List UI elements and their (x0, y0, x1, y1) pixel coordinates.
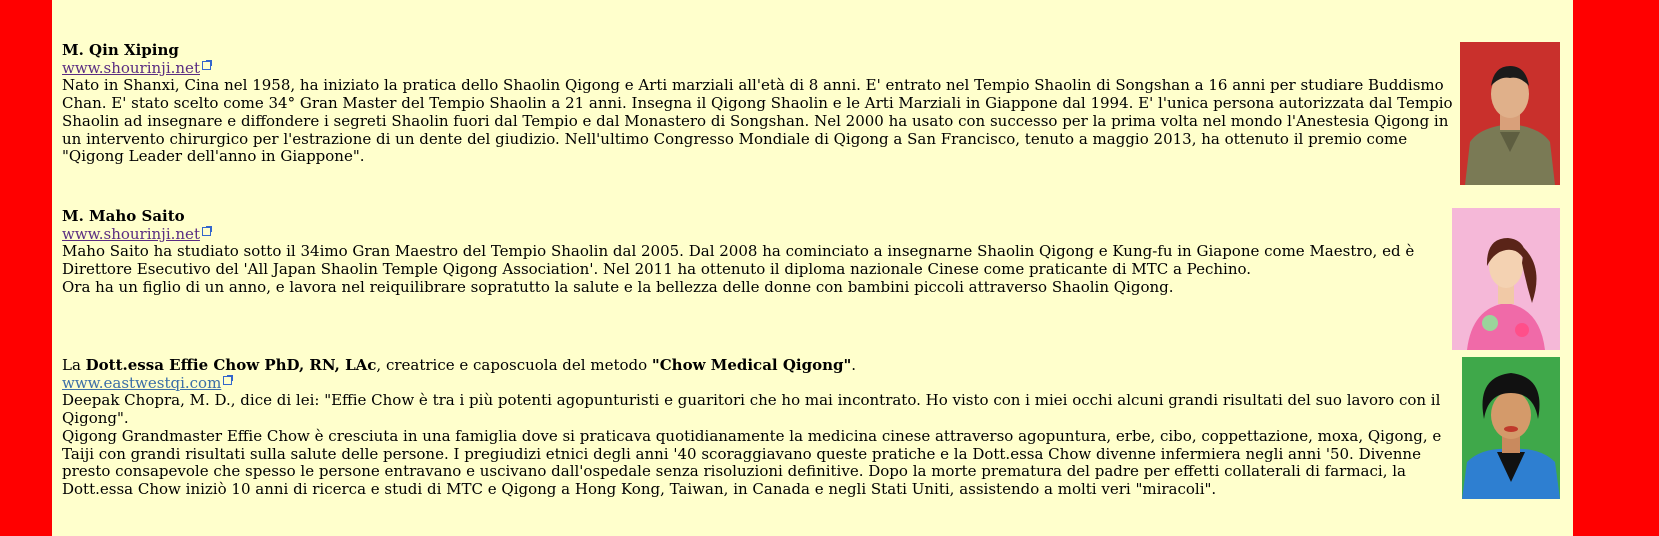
bio-paragraph: Nato in Shanxi, Cina nel 1958, ha iniziato la pratica dello Shaolin Qigong e Arti marziali all'età di 8 anni. E' entrato nel Tempio Shaolin di Songshan a 16 anni per studiare Buddismo Chan. E' stato scelto come 34° Gran Master del Tempio Shaolin a 21 anni. Insegna il Qigong Shaolin e le Arti Marziali in Giappone dal 1994. E' l'unica persona autorizzata dal Tempio Shaolin ad insegnare e diffondere i segreti Shaolin fuori dal Tempio e dal Monastero di Songshan. Nel 2000 ha usato con successo per la prima volta nel mondo l'Anestesia Qigong in un intervento chirurgico per l'estrazione di un dente del giudizio. Nell'ultimo Congresso Mondiale di Qigong a San Francisco, tenuto a maggio 2013, ha ottenuto il premio come "Qigong Leader dell'anno in Giappone". (62, 76, 1453, 166)
bio-paragraph: Qigong Grandmaster Effie Chow è cresciuta in una famiglia dove si praticava quotidianamente la medicina cinese attraverso agopuntura, erbe, cibo, coppettazione, moxa, Qigong, e Taiji con grandi risultati sulla salute delle persone. I pregiudizi etnici degli anni '40 scoraggiavano queste pratiche e la Dott.essa Chow divenne infermiera negli anni '50. Divenne presto consapevole che spesso le persone entravano e uscivano dall'ospedale senza risoluzioni definitive. Dopo la morte prematura del padre per effetti collaterali di farmaci, la Dott.essa Chow iniziò 10 anni di ricerca e studi di MTC e Qigong a Hong Kong, Taiwan, in Canada e negli Stati Uniti, assistendo a molti veri "miracoli". (62, 426, 1442, 498)
website-link[interactable] (62, 60, 211, 78)
intro-prefix: La (62, 356, 86, 374)
person-name: M. Maho Saito (62, 207, 185, 225)
method-name: "Chow Medical Qigong" (651, 356, 852, 374)
entry-intro (62, 357, 1462, 375)
link-text[interactable]: www.shourinji.net (62, 58, 200, 77)
bio-paragraph: Ora ha un figlio di un anno, e lavora nel reiquilibrare sopratutto la salute e la bellezza delle donne con bambini piccoli attraverso Shaolin Qigong. (62, 277, 1174, 296)
external-link-icon (202, 61, 211, 70)
bio-paragraph: Maho Saito ha studiato sotto il 34imo Gran Maestro del Tempio Shaolin dal 2005. Dal 2008 ha cominciato a insegnarne Shaolin Qigong e Kung-fu in Giapone come Maestro, ed è Direttore Esecutivo del 'All Japan Shaolin Temple Qigong Association'. Nel 2011 ha ottenuto il diploma nazionale Cinese come praticante di MTC a Pechino. (62, 242, 1415, 279)
page-content (52, 0, 1573, 536)
entry-qin-xiping (62, 42, 1462, 166)
entry-effie-chow (62, 357, 1462, 499)
quote-paragraph: Deepak Chopra, M. D., dice di lei: "Effie Chow è tra i più potenti agopunturisti e guaritori che ho mai incontrato. Ho visto con i miei occhi alcuni grandi risultati del suo lavoro con il Qigong". (62, 391, 1441, 428)
website-link[interactable] (62, 226, 211, 244)
portrait-effie-chow (1462, 357, 1560, 499)
external-link-icon (223, 376, 232, 385)
intro-middle: , creatrice e caposcuola del metodo (376, 356, 652, 374)
external-link-icon (202, 227, 211, 236)
person-name: M. Qin Xiping (62, 41, 179, 59)
website-link[interactable] (62, 375, 232, 393)
link-text[interactable]: www.eastwestqi.com (62, 373, 222, 392)
entry-maho-saito (62, 208, 1457, 297)
portrait-qin-xiping (1460, 42, 1560, 185)
portrait-maho-saito (1452, 208, 1560, 350)
link-text[interactable]: www.shourinji.net (62, 224, 200, 243)
intro-suffix: . (851, 356, 857, 374)
person-name: Dott.essa Effie Chow PhD, RN, LAc (85, 356, 377, 374)
